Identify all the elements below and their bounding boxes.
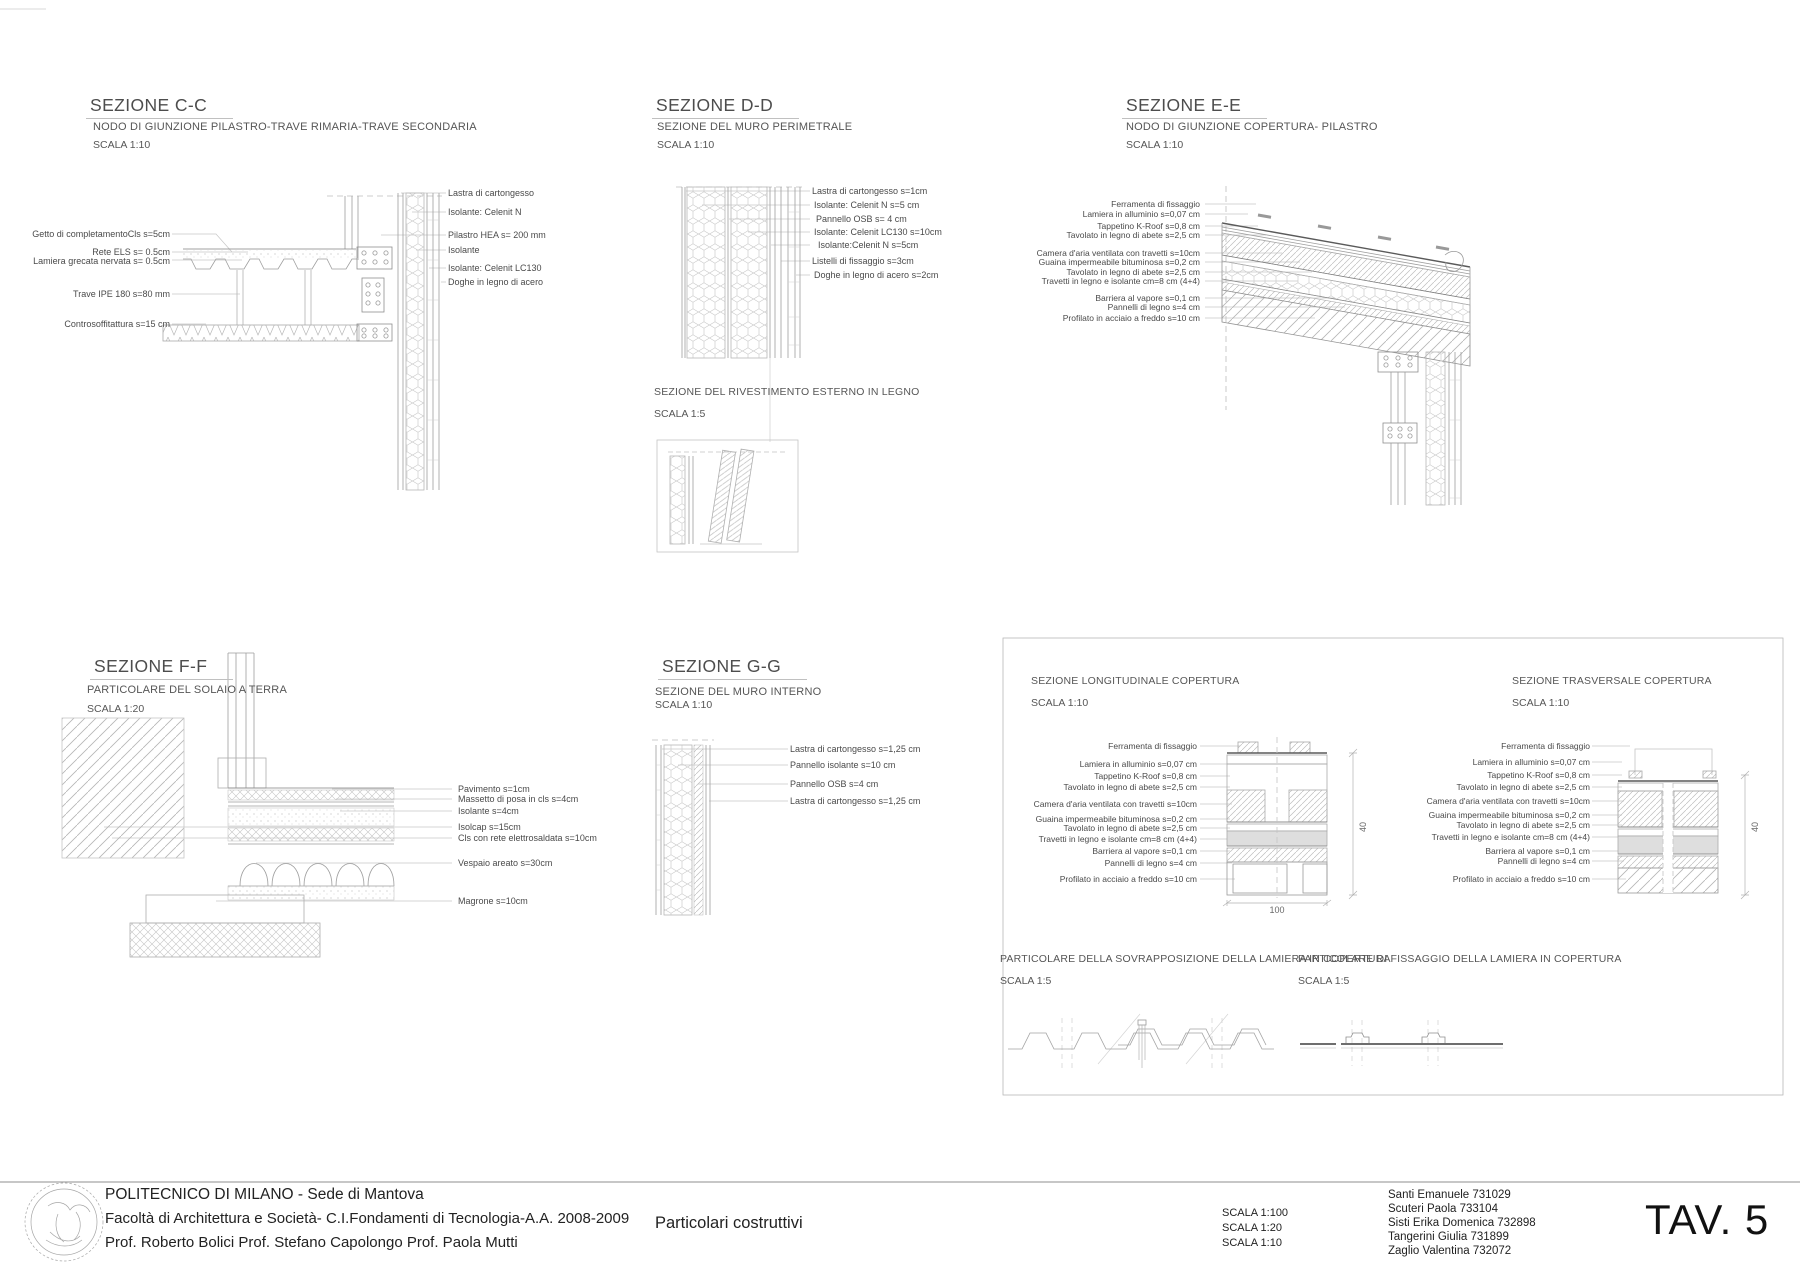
cc-subtitle: NODO DI GIUNZIONE PILASTRO-TRAVE RIMARIA-TRAVE SECONDARIA — [93, 121, 477, 133]
trasversale-label: Tavolato in legno di abete s=2,5 cm — [1456, 782, 1590, 792]
gg-label: Pannello OSB s=4 cm — [790, 779, 879, 789]
dd-scale: SCALA 1:10 — [657, 139, 715, 151]
dd-label: Isolante:Celenit N s=5cm — [818, 240, 919, 250]
ee-label: Tavolato in legno di abete s=2,5 cm — [1066, 267, 1200, 277]
fissaggio-title: PARTICOLARE DI FISSAGGIO DELLA LAMIERA IN COPERTURA — [1298, 953, 1622, 965]
cc-label-right: Isolante: Celenit N — [448, 207, 522, 217]
dd-label: Lastra di cartongesso s=1cm — [812, 186, 928, 196]
longitudinale-label: Travetti in legno e isolante cm=8 cm (4+4) — [1038, 834, 1197, 844]
cc-label-left: Trave IPE 180 s=80 mm — [73, 289, 170, 299]
ff-scale: SCALA 1:20 — [87, 703, 145, 715]
trasversale-label: Ferramenta di fissaggio — [1501, 741, 1590, 751]
ff-label: Isolante s=4cm — [458, 806, 519, 816]
titleblock-tav-number: TAV. 5 — [1645, 1196, 1770, 1243]
trasversale-label: Guaina impermeabile bituminosa s=0,2 cm — [1428, 810, 1590, 820]
cc-label-left: Controsoffitattura s=15 cm — [64, 319, 170, 329]
student-entry: Santi Emanuele 731029 — [1388, 1189, 1511, 1201]
longitudinale-drawing — [1200, 737, 1357, 906]
trasversale-label: Barriera al vapore s=0,1 cm — [1485, 846, 1590, 856]
longitudinale-label: Ferramenta di fissaggio — [1108, 741, 1197, 751]
ee-label: Travetti in legno e isolante cm=8 cm (4+4) — [1041, 276, 1200, 286]
gg-scale: SCALA 1:10 — [655, 699, 713, 711]
scale-entry: SCALA 1:20 — [1222, 1222, 1282, 1234]
rivestimento-title: SEZIONE DEL RIVESTIMENTO ESTERNO IN LEGNO — [654, 386, 920, 398]
gg-label: Lastra di cartongesso s=1,25 cm — [790, 744, 921, 754]
longitudinale-label: Tavolato in legno di abete s=2,5 cm — [1063, 823, 1197, 833]
ee-label: Guaina impermeabile bituminosa s=0,2 cm — [1038, 257, 1200, 267]
longitudinale-label: Camera d'aria ventilata con travetti s=10cm — [1033, 799, 1197, 809]
cc-label-right: Lastra di cartongesso — [448, 188, 535, 198]
cc-label-right: Doghe in legno di acero — [448, 277, 544, 287]
longitudinale-scale: SCALA 1:10 — [1031, 697, 1089, 709]
cc-label-left: Rete ELS s= 0.5cm — [92, 247, 170, 257]
trasversale-label: Lamiera in alluminio s=0,07 cm — [1472, 757, 1590, 767]
ee-label: Pannelli di legno s=4 cm — [1107, 302, 1200, 312]
cc-title: SEZIONE C-C — [86, 95, 233, 119]
trasversale-label: Profilato in acciaio a freddo s=10 cm — [1452, 874, 1590, 884]
student-entry: Tangerini Giulia 731899 — [1388, 1231, 1509, 1243]
sovrapposizione-scale: SCALA 1:5 — [1000, 975, 1052, 987]
dd-label: Pannello OSB s= 4 cm — [816, 214, 907, 224]
ee-drawing — [1205, 186, 1470, 505]
ee-label: Barriera al vapore s=0,1 cm — [1095, 293, 1200, 303]
longitudinale-label: Pannelli di legno s=4 cm — [1104, 858, 1197, 868]
rivestimento-scale: SCALA 1:5 — [654, 408, 706, 420]
sovrapposizione-title: PARTICOLARE DELLA SOVRAPPOSIZIONE DELLA LAMIERA IN COPERTURA — [1000, 953, 1391, 965]
trasversale-label: Tappetino K-Roof s=0,8 cm — [1487, 770, 1590, 780]
dd-label: Doghe in legno di acero s=2cm — [814, 270, 939, 280]
trasversale-dim-height: 40 — [1750, 821, 1760, 832]
ee-title: SEZIONE E-E — [1122, 95, 1267, 119]
longitudinale-label: Profilato in acciaio a freddo s=10 cm — [1059, 874, 1197, 884]
fissaggio-drawing — [1300, 1020, 1503, 1066]
longitudinale-title: SEZIONE LONGITUDINALE COPERTURA — [1031, 675, 1240, 687]
ee-label: Camera d'aria ventilata con travetti s=10cm — [1036, 248, 1200, 258]
trasversale-drawing — [1592, 746, 1749, 899]
trasversale-label: Pannelli di legno s=4 cm — [1497, 856, 1590, 866]
student-entry: Sisti Erika Domenica 732898 — [1388, 1217, 1536, 1229]
trasversale-scale: SCALA 1:10 — [1512, 697, 1570, 709]
sovrapposizione-drawing — [1008, 1014, 1274, 1070]
scale-entry: SCALA 1:10 — [1222, 1237, 1282, 1249]
dd-label: Listelli di fissaggio s=3cm — [812, 256, 914, 266]
cc-scale: SCALA 1:10 — [93, 139, 151, 151]
ee-label: Tavolato in legno di abete s=2,5 cm — [1066, 230, 1200, 240]
cc-label-right: Pilastro HEA s= 200 mm — [448, 230, 546, 240]
longitudinale-label: Lamiera in alluminio s=0,07 cm — [1079, 759, 1197, 769]
dd-label: Isolante: Celenit LC130 s=10cm — [814, 227, 942, 237]
gg-label: Pannello isolante s=10 cm — [790, 760, 896, 770]
ee-subtitle: NODO DI GIUNZIONE COPERTURA- PILASTRO — [1126, 121, 1378, 133]
ff-label: Vespaio areato s=30cm — [458, 858, 553, 868]
ee-label: Lamiera in alluminio s=0,07 cm — [1082, 209, 1200, 219]
longitudinale-dim-height: 40 — [1358, 821, 1368, 832]
student-entry: Zaglio Valentina 732072 — [1388, 1245, 1512, 1257]
trasversale-label: Camera d'aria ventilata con travetti s=10cm — [1426, 796, 1590, 806]
gg-title: SEZIONE G-G — [658, 656, 807, 680]
ff-subtitle: PARTICOLARE DEL SOLAIO A TERRA — [87, 684, 287, 696]
cc-label-left: Getto di completamentoCls s=5cm — [32, 229, 170, 239]
titleblock-drawing-title: Particolari costruttivi — [655, 1214, 803, 1232]
titleblock-scales — [1222, 1206, 1288, 1251]
cc-label-right: Isolante — [448, 245, 480, 255]
longitudinale-label: Tavolato in legno di abete s=2,5 cm — [1063, 782, 1197, 792]
trasversale-label: Travetti in legno e isolante cm=8 cm (4+4) — [1431, 832, 1590, 842]
ff-label: Massetto di posa in cls s=4cm — [458, 794, 579, 804]
longitudinale-label: Barriera al vapore s=0,1 cm — [1092, 846, 1197, 856]
titleblock-professors: Prof. Roberto Bolici Prof. Stefano Capolongo Prof. Paola Mutti — [105, 1234, 518, 1251]
ee-scale: SCALA 1:10 — [1126, 139, 1184, 151]
longitudinale-dim-width: 100 — [1269, 905, 1285, 915]
titleblock-students — [1388, 1188, 1536, 1258]
dd-drawing — [657, 187, 810, 552]
titleblock-faculty: Facoltà di Architettura e Società- C.I.Fondamenti di Tecnologia-A.A. 2008-2009 — [105, 1210, 630, 1227]
titleblock-school: POLITECNICO DI MILANO - Sede di Mantova — [105, 1186, 424, 1203]
dd-title: SEZIONE D-D — [652, 95, 799, 119]
gg-subtitle: SEZIONE DEL MURO INTERNO — [655, 686, 822, 698]
cc-label-right: Isolante: Celenit LC130 — [448, 263, 542, 273]
longitudinale-label: Guaina impermeabile bituminosa s=0,2 cm — [1035, 814, 1197, 824]
ee-label: Ferramenta di fissaggio — [1111, 199, 1200, 209]
cc-label-left: Lamiera grecata nervata s= 0.5cm — [33, 256, 170, 266]
ee-label: Tappetino K-Roof s=0,8 cm — [1097, 221, 1200, 231]
ff-label: Magrone s=10cm — [458, 896, 528, 906]
politecnico-logo — [25, 1183, 103, 1261]
longitudinale-label: Tappetino K-Roof s=0,8 cm — [1094, 771, 1197, 781]
student-entry: Scuteri Paola 733104 — [1388, 1203, 1498, 1215]
ff-title: SEZIONE F-F — [90, 656, 233, 680]
cc-drawing — [163, 193, 446, 490]
trasversale-title: SEZIONE TRASVERSALE COPERTURA — [1512, 675, 1712, 687]
ff-label: Pavimento s=1cm — [458, 784, 530, 794]
dd-label: Isolante: Celenit N s=5 cm — [814, 200, 920, 210]
ee-label: Profilato in acciaio a freddo s=10 cm — [1062, 313, 1200, 323]
gg-drawing — [652, 740, 788, 915]
ff-label: Cls con rete elettrosaldata s=10cm — [458, 833, 597, 843]
ff-label: Isolcap s=15cm — [458, 822, 521, 832]
trasversale-label: Tavolato in legno di abete s=2,5 cm — [1456, 820, 1590, 830]
fissaggio-scale: SCALA 1:5 — [1298, 975, 1350, 987]
ff-drawing — [62, 653, 452, 957]
gg-label: Lastra di cartongesso s=1,25 cm — [790, 796, 921, 806]
scale-entry: SCALA 1:100 — [1222, 1207, 1289, 1219]
dd-subtitle: SEZIONE DEL MURO PERIMETRALE — [657, 121, 853, 133]
